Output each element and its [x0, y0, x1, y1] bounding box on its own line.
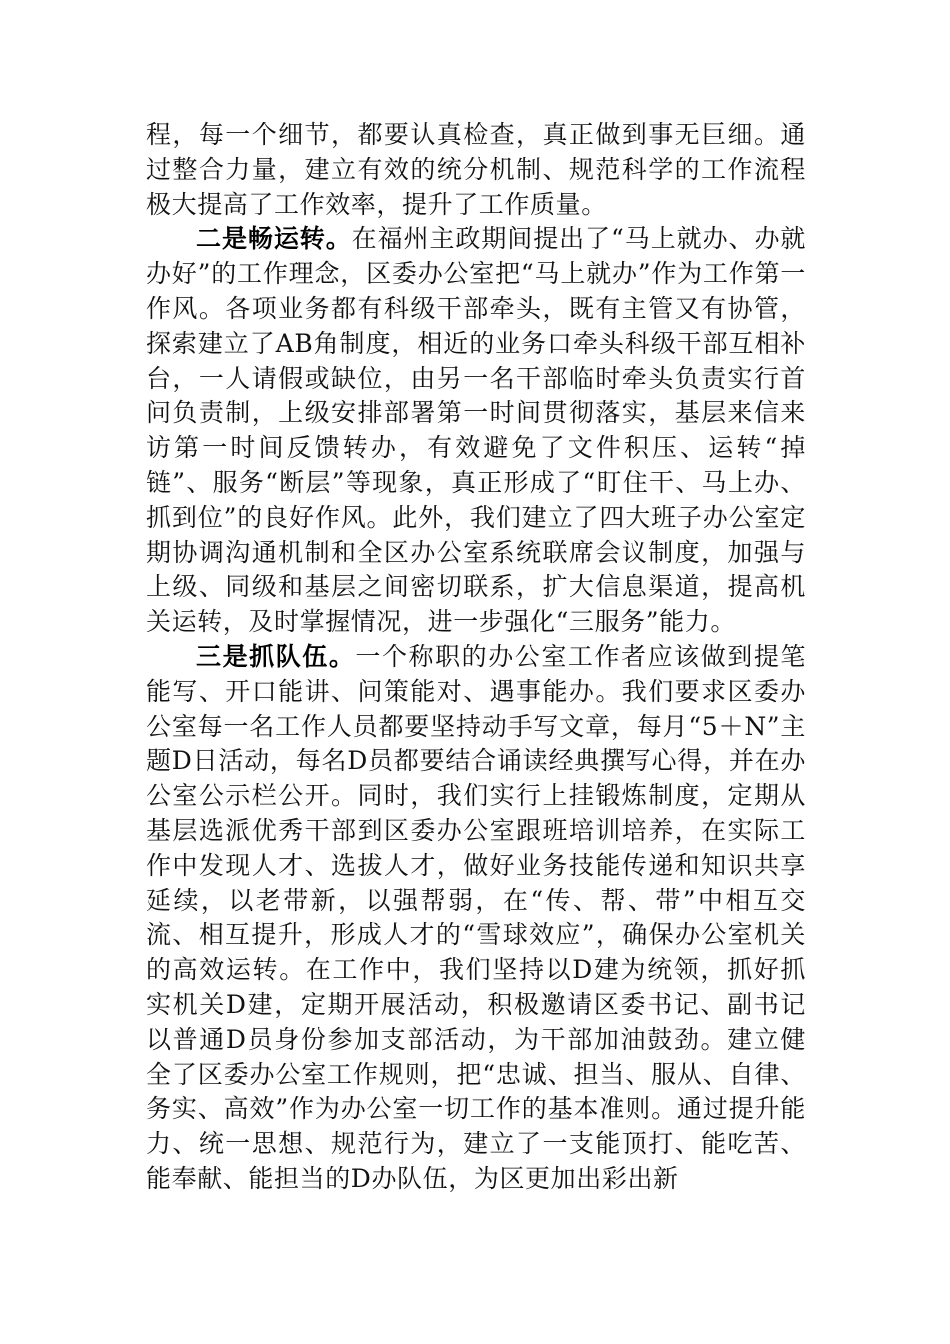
paragraph-text: 在福州主政期间提出了“马上就办、办就办好”的工作理念，区委办公室把“马上就办”作为工作第一作风。各项业务都有科级干部牵头，既有主管又有协管，探索建立了AB角制度，相近的业务口牵头科级干部互相补台，一人请假或缺位，由另一名干部临时牵头负责实行首问负责制，上级安排部署第一时间贯彻落实，基层来信来访第一时间反馈转办，有效避免了文件积压、运转“掉链”、服务“断层”等现象，真正形成了“盯住干、马上办、抓到位”的良好作风。此外，我们建立了四大班子办公室定期协调沟通机制和全区办公室系统联席会议制度，加强与上级、同级和基层之间密切联系，扩大信息渠道，提高机关运转，及时掌握情况，进一步强化“三服务”能力。 [146, 224, 806, 637]
paragraph-lead-heading: 二是畅运转。 [196, 224, 352, 254]
paragraph-text: 程，每一个细节，都要认真检查，真正做到事无巨细。通过整合力量，建立有效的统分机制、规范科学的工作流程极大提高了工作效率，提升了工作质量。 [146, 120, 806, 219]
paragraph-smooth-operation [146, 222, 806, 640]
paragraph-team-building [146, 640, 806, 1197]
paragraph-text: 一个称职的办公室工作者应该做到提笔能写、开口能讲、问策能对、遇事能办。我们要求区委办公室每一名工作人员都要坚持动手写文章，每月“5＋N”主题D日活动，每名D员都要结合诵读经典撰写心得，并在办公室公示栏公开。同时，我们实行上挂锻炼制度，定期从基层选派优秀干部到区委办公室跟班培训培养，在实际工作中发现人才、选拔人才，做好业务技能传递和知识共享延续，以老带新，以强帮弱，在“传、帮、带”中相互交流、相互提升，形成人才的“雪球效应”，确保办公室机关的高效运转。在工作中，我们坚持以D建为统领，抓好抓实机关D建，定期开展活动，积极邀请区委书记、副书记以普通D员身份参加支部活动，为干部加油鼓劲。建立健全了区委办公室工作规则，把“忠诚、担当、服从、自律、务实、高效”作为办公室一切工作的基本准则。通过提升能力、统一思想、规范行为，建立了一支能顶打、能吃苦、能奉献、能担当的D办队伍，为区更加出彩出新 [146, 641, 807, 1193]
document-body [146, 118, 806, 1197]
paragraph-continuation [146, 118, 806, 222]
paragraph-lead-heading: 三是抓队伍。 [196, 641, 356, 671]
